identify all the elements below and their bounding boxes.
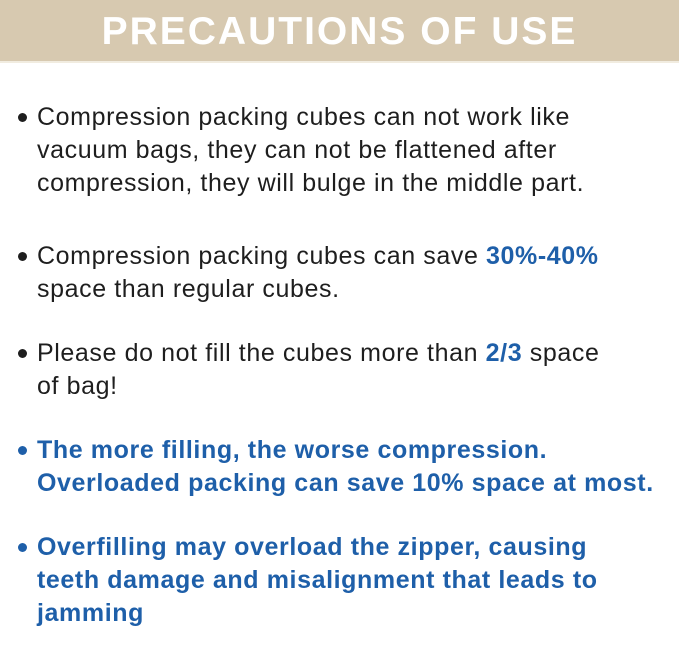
precaution-text: compression, they will bulge in the middle part. <box>37 169 585 197</box>
precaution-text: teeth damage and misalignment that leads to <box>37 566 598 594</box>
precaution-text: jamming <box>37 599 144 627</box>
precaution-text: of bag! <box>37 372 118 400</box>
precaution-item <box>18 434 665 500</box>
precaution-text: space <box>522 339 600 367</box>
precaution-text: The more filling, the worse compression. <box>37 436 548 464</box>
header-banner <box>0 0 679 63</box>
content-area <box>0 63 679 630</box>
precaution-text: Please do not fill the cubes more than <box>37 339 486 367</box>
page-title: PRECAUTIONS OF USE <box>101 9 578 53</box>
precaution-text: vacuum bags, they can not be flattened after <box>37 136 557 164</box>
precaution-item <box>18 531 665 630</box>
highlight-text: 2/3 <box>485 339 523 367</box>
precaution-item <box>18 101 665 200</box>
precaution-text: Overloaded packing can save 10% space at most. <box>37 469 654 497</box>
precaution-text: Compression packing cubes can save <box>37 242 487 270</box>
precautions-list <box>18 101 665 630</box>
highlight-text: 30%-40% <box>486 242 599 270</box>
precaution-item <box>18 337 665 403</box>
precaution-text: Overfilling may overload the zipper, causing <box>37 533 588 561</box>
precaution-text: Compression packing cubes can not work like <box>37 103 570 131</box>
precaution-item <box>18 240 665 306</box>
precaution-text: space than regular cubes. <box>37 275 340 303</box>
